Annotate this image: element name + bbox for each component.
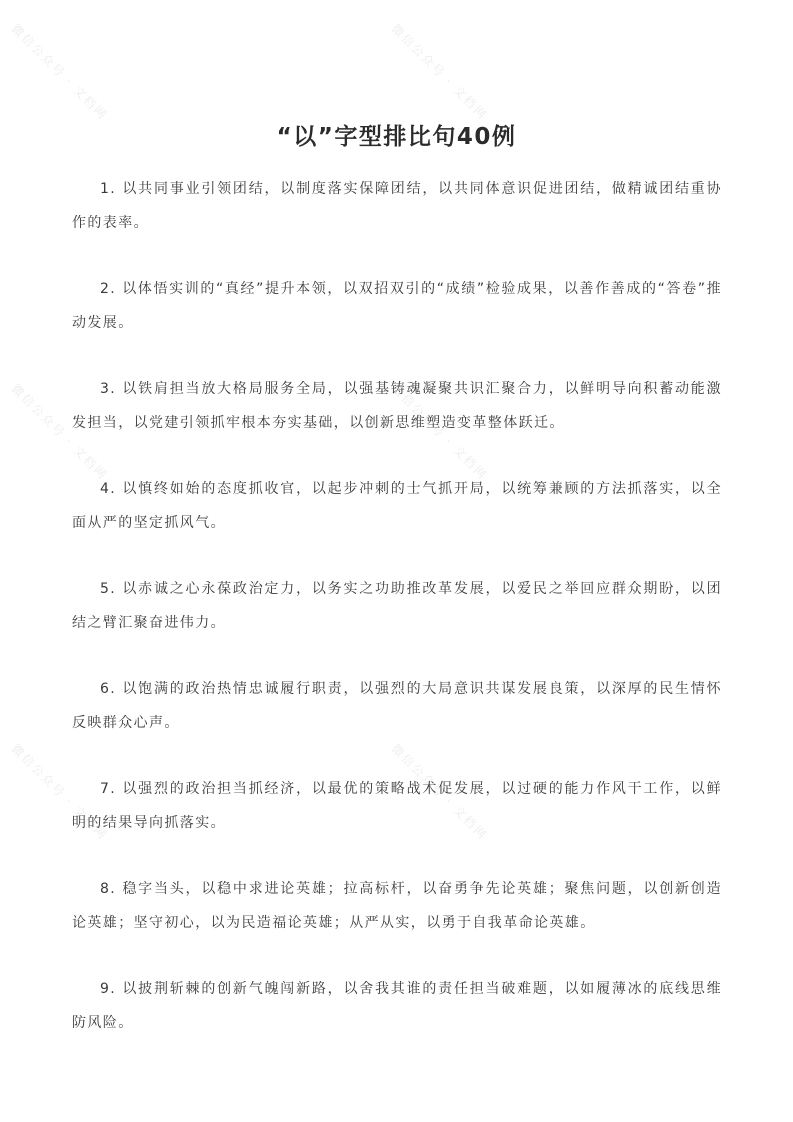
list-item: 7. 以强烈的政治担当抓经济，以最优的策略战术促发展，以过硬的能力作风干工作，以鲜明的结果导向抓落实。 <box>72 781 722 831</box>
list-item: 1. 以共同事业引领团结，以制度落实保障团结，以共同体意识促进团结，做精诚团结重协作的表率。 <box>72 181 722 231</box>
list-item: 5. 以赤诚之心永葆政治定力，以务实之功助推改革发展，以爱民之举回应群众期盼，以团结之臂汇聚奋进伟力。 <box>72 581 722 631</box>
watermark-text: 微信公众号 · 文档网 <box>8 21 111 123</box>
watermark-text: 微信公众号 · 文档网 <box>8 381 111 483</box>
watermark-text: 微信公众号 · 文档网 <box>388 381 491 483</box>
document-title: “以”字型排比句40例 <box>276 124 517 150</box>
list-item: 3. 以铁肩担当放大格局服务全局，以强基铸魂凝聚共识汇聚合力，以鲜明导向积蓄动能激发担当，以党建引领抓牢根本夯实基础，以创新思维塑造变革整体跃迁。 <box>72 381 722 431</box>
list-item: 6. 以饱满的政治热情忠诚履行职责，以强烈的大局意识共谋发展良策，以深厚的民生情怀反映群众心声。 <box>72 681 722 731</box>
watermark-text: 微信公众号 · 文档网 <box>388 21 491 123</box>
list-item: 9. 以披荆斩棘的创新气魄闯新路，以舍我其谁的责任担当破难题，以如履薄冰的底线思维防风险。 <box>72 981 722 1031</box>
list-item: 8. 稳字当头，以稳中求进论英雄；拉高标杆，以奋勇争先论英雄；聚焦问题，以创新创造论英雄；坚守初心，以为民造福论英雄；从严从实，以勇于自我革命论英雄。 <box>72 881 722 931</box>
watermark-text: 微信公众号 · 文档网 <box>388 741 491 843</box>
watermark-text: 微信公众号 · 文档网 <box>8 741 111 843</box>
item-list <box>72 172 722 1072</box>
list-item: 4. 以慎终如始的态度抓收官，以起步冲刺的士气抓开局，以统筹兼顾的方法抓落实，以全面从严的坚定抓风气。 <box>72 481 722 531</box>
list-item: 2. 以体悟实训的“真经”提升本领，以双招双引的“成绩”检验成果，以善作善成的“答卷”推动发展。 <box>72 281 722 331</box>
